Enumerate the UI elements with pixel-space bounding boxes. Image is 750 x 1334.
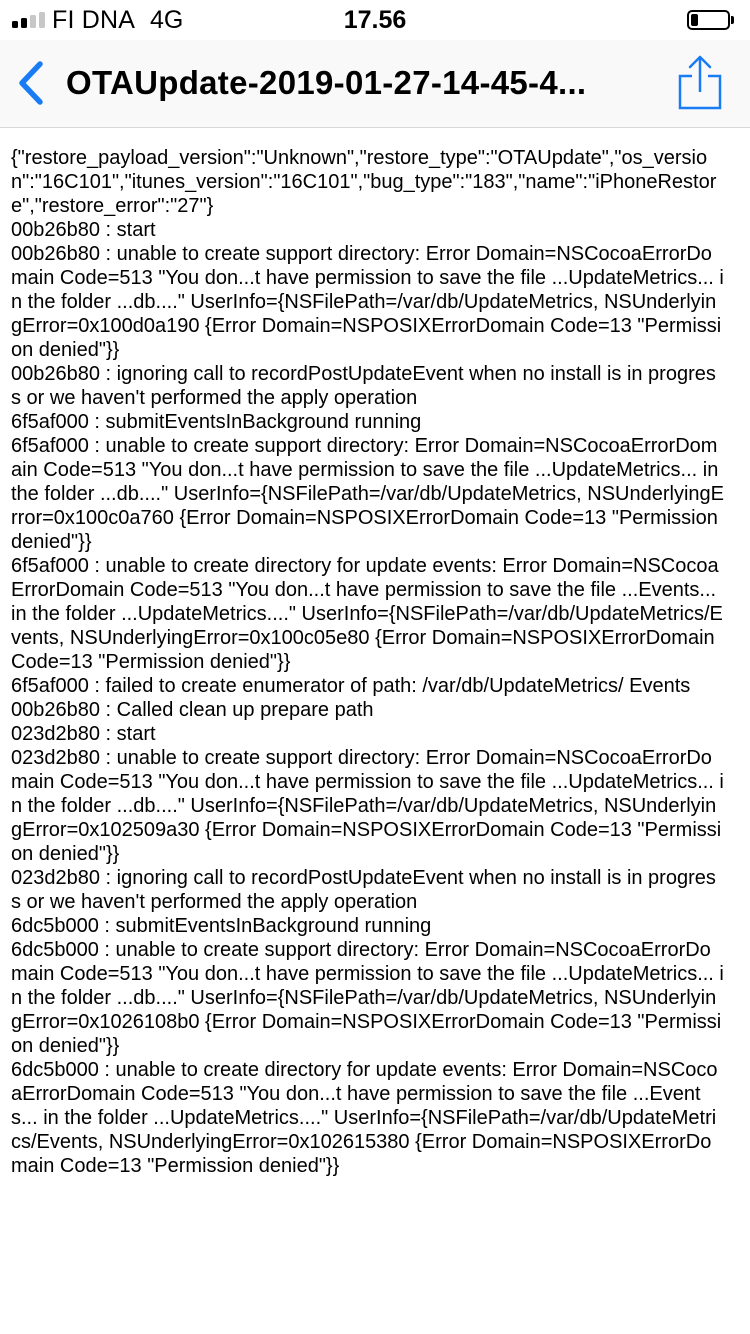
log-line: 6dc5b000 : unable to create support directory: Error Domain=NSCocoaErrorDomain Code=513 "You don...t have permission to save the file ...UpdateMetrics... in the folder ...db...." UserInfo={NSFilePath=/var/db/UpdateMetrics, NSUnderlyingError=0x1026108b0 {Error Domain=NSPOSIXErrorDomain Code=13 "Permission denied"}}: [11, 939, 724, 1057]
status-bar: [0, 0, 750, 40]
network-type: 4G: [150, 6, 184, 34]
carrier-name: FI DNA: [52, 6, 136, 34]
page-title: OTAUpdate-2019-01-27-14-45-4...: [66, 64, 587, 101]
log-line: 00b26b80 : Called clean up prepare path: [11, 699, 374, 721]
share-icon: [676, 54, 724, 112]
back-button[interactable]: [10, 58, 54, 108]
chevron-left-icon: [10, 58, 54, 108]
log-line: 6f5af000 : unable to create directory for update events: Error Domain=NSCocoaErrorDomain Code=513 "You don...t have permission to save the file ...Events... in the folder ...UpdateMetrics...." UserInfo={NSFilePath=/var/db/UpdateMetrics/Events, NSUnderlyingError=0x100c05e80 {Error Domain=NSPOSIXErrorDomain Code=13 "Permission denied"}}: [11, 555, 723, 673]
log-line: 6f5af000 : failed to create enumerator of path: /var/db/UpdateMetrics/ Events: [11, 675, 691, 697]
status-time: 17.56: [343, 6, 407, 34]
log-line: 00b26b80 : unable to create support directory: Error Domain=NSCocoaErrorDomain Code=513 "You don...t have permission to save the file ...UpdateMetrics... in the folder ...db...." UserInfo={NSFilePath=/var/db/UpdateMetrics, NSUnderlyingError=0x100d0a190 {Error Domain=NSPOSIXErrorDomain Code=13 "Permission denied"}}: [11, 243, 724, 361]
log-line: 6f5af000 : submitEventsInBackground running: [11, 411, 422, 433]
log-line: {"restore_payload_version":"Unknown","restore_type":"OTAUpdate","os_version":"16C101","itunes_version":"16C101","bug_type":"183","name":"iPhoneRestore","restore_error":"27"}: [11, 147, 717, 217]
log-line: 6dc5b000 : submitEventsInBackground running: [11, 915, 432, 937]
battery-tip: [731, 16, 734, 24]
battery-level: [691, 14, 698, 26]
log-line: 00b26b80 : ignoring call to recordPostUpdateEvent when no install is in progress or we haven't performed the apply operation: [11, 363, 716, 409]
share-button[interactable]: [676, 54, 724, 112]
log-line: 00b26b80 : start: [11, 219, 156, 241]
log-line: 023d2b80 : unable to create support directory: Error Domain=NSCocoaErrorDomain Code=513 "You don...t have permission to save the file ...UpdateMetrics... in the folder ...db...." UserInfo={NSFilePath=/var/db/UpdateMetrics, NSUnderlyingError=0x102509a30 {Error Domain=NSPOSIXErrorDomain Code=13 "Permission denied"}}: [11, 747, 724, 865]
log-line: 6f5af000 : unable to create support directory: Error Domain=NSCocoaErrorDomain Code=513 "You don...t have permission to save the file ...UpdateMetrics... in the folder ...db...." UserInfo={NSFilePath=/var/db/UpdateMetrics, NSUnderlyingError=0x100c0a760 {Error Domain=NSPOSIXErrorDomain Code=13 "Permission denied"}}: [11, 435, 724, 553]
navigation-bar: [0, 40, 750, 128]
log-line: 023d2b80 : ignoring call to recordPostUpdateEvent when no install is in progress or we haven't performed the apply operation: [11, 867, 716, 913]
log-line: 6dc5b000 : unable to create directory for update events: Error Domain=NSCocoaErrorDomain Code=513 "You don...t have permission to save the file ...Events... in the folder ...UpdateMetrics...." UserInfo={NSFilePath=/var/db/UpdateMetrics/Events, NSUnderlyingError=0x102615380 {Error Domain=NSPOSIXErrorDomain Code=13 "Permission denied"}}: [11, 1059, 718, 1177]
log-line: 023d2b80 : start: [11, 723, 156, 745]
battery-icon: [687, 10, 730, 30]
log-text-view[interactable]: [11, 146, 725, 1334]
